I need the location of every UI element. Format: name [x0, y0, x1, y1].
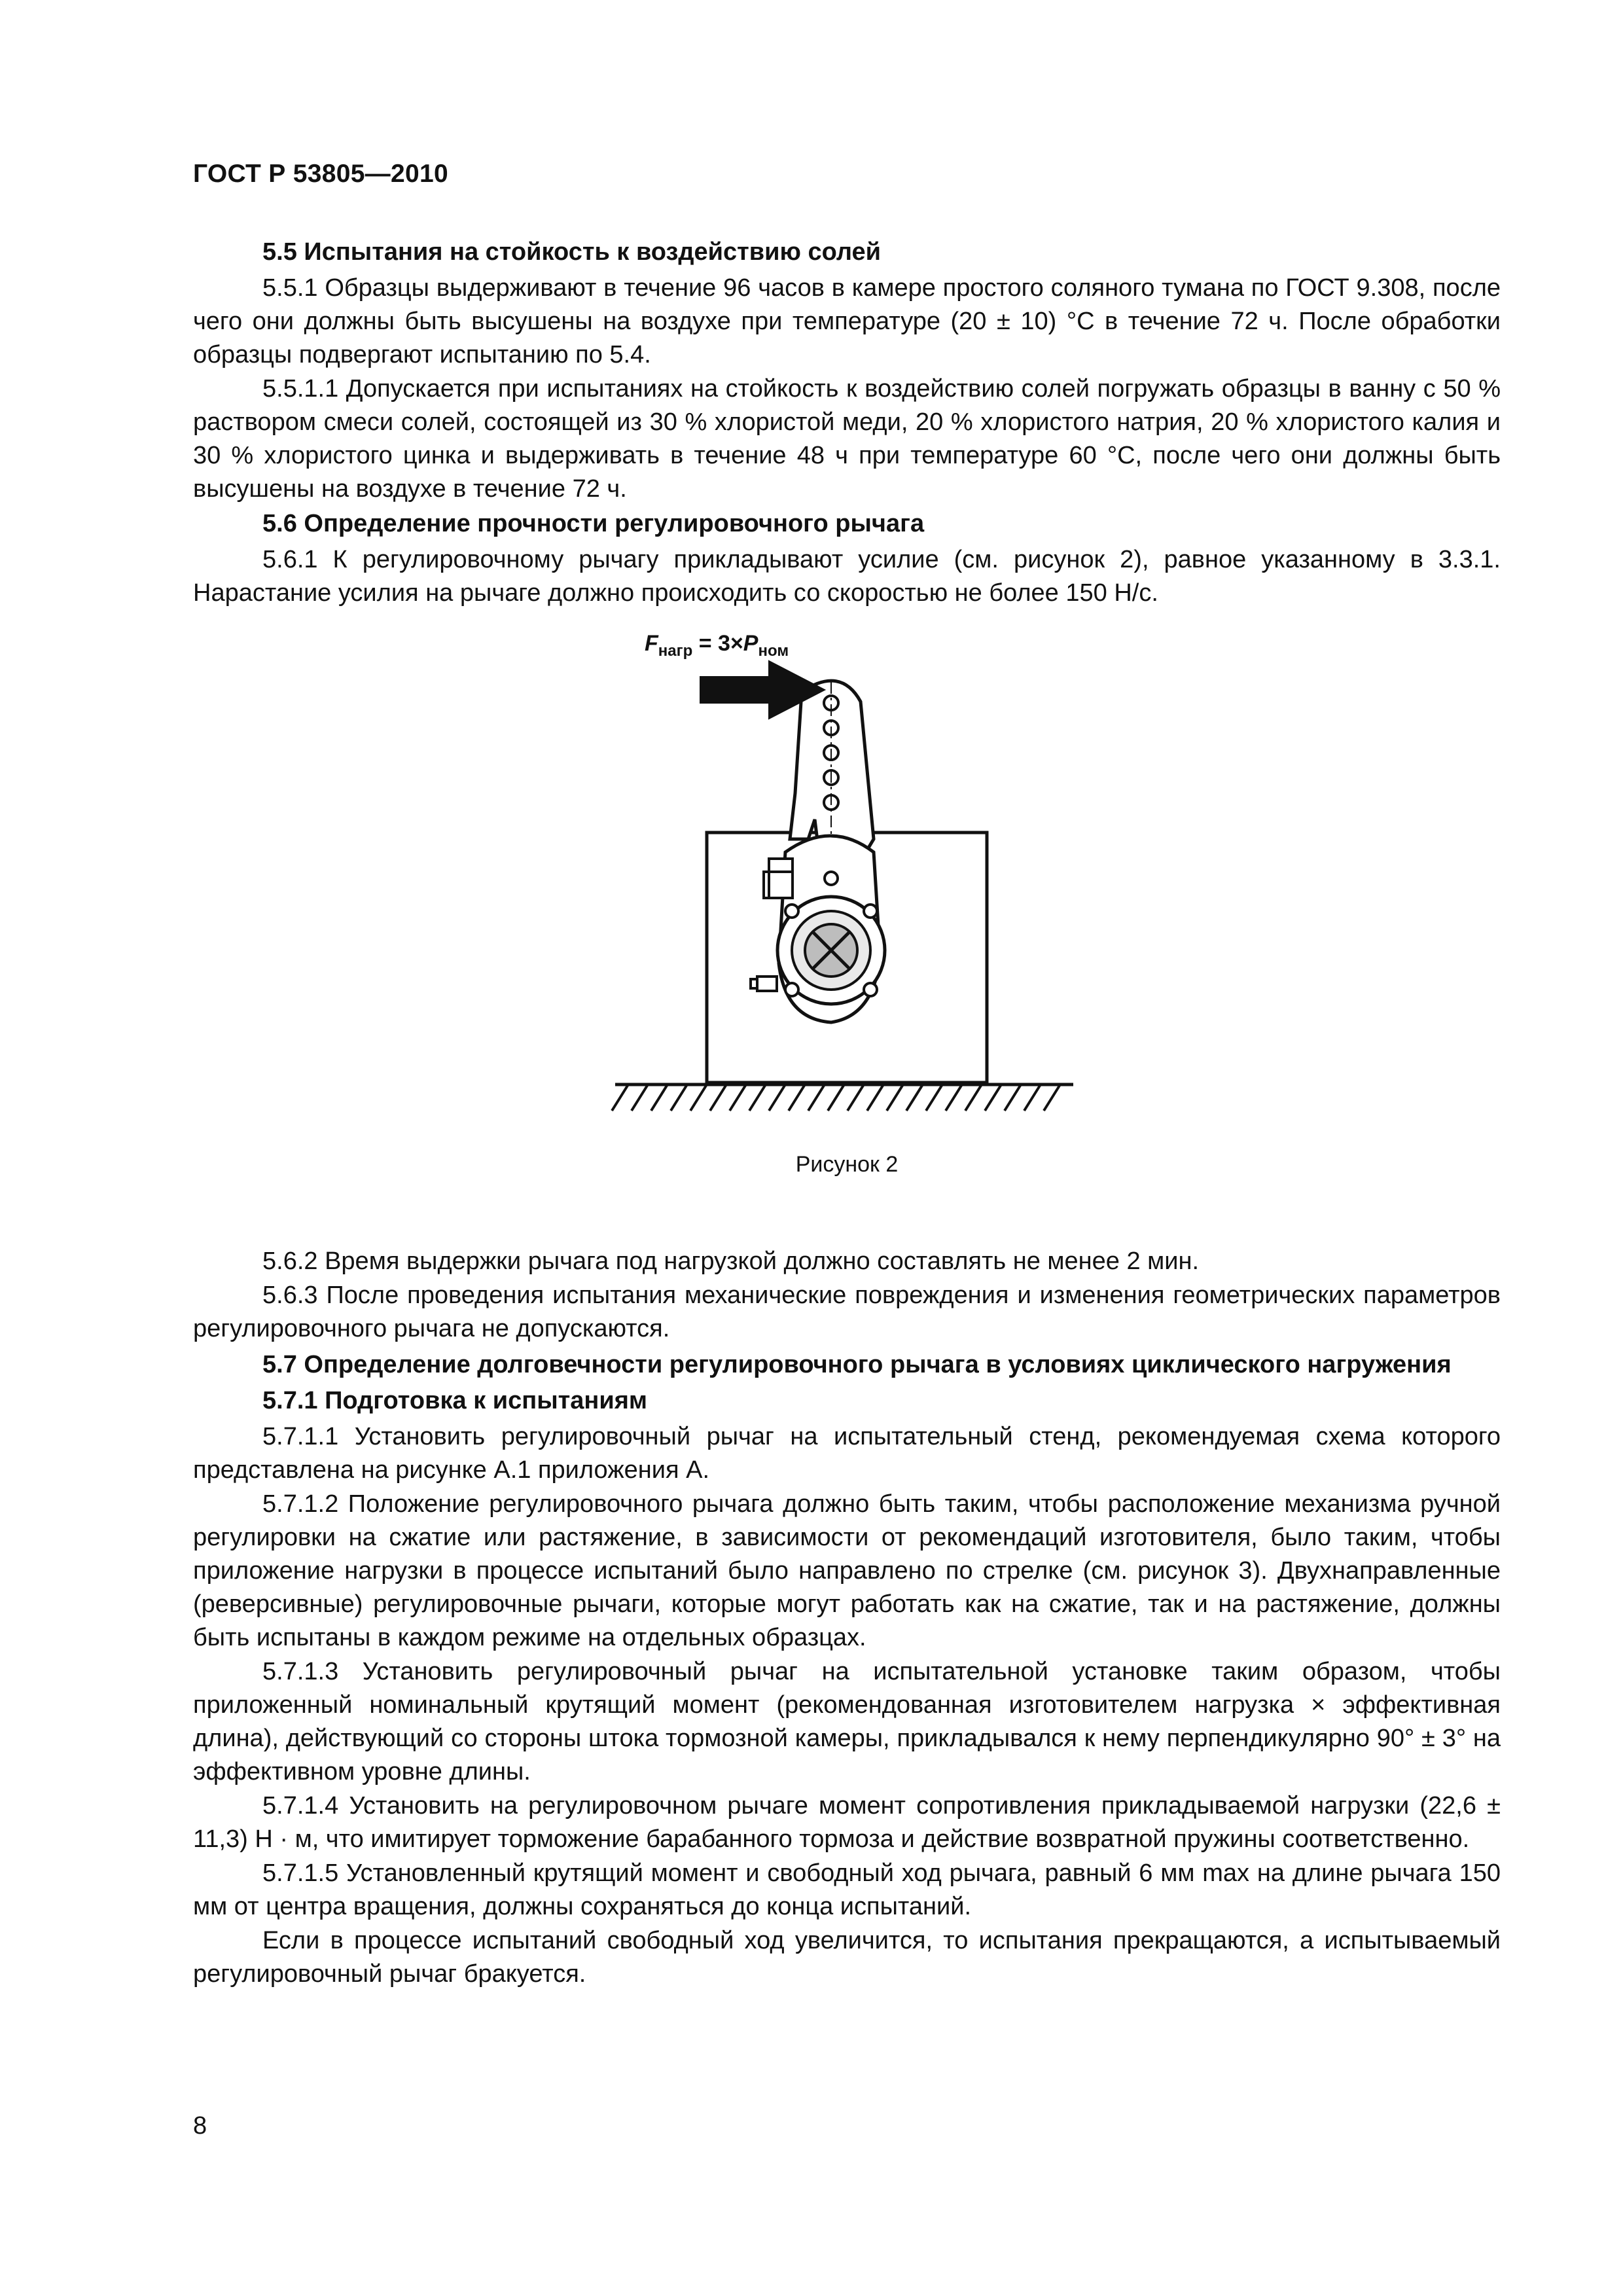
formula-power-symbol: P: [743, 631, 758, 656]
paragraph-5-7-1-5-note: Если в процессе испытаний свободный ход увеличится, то испытания прекращаются, а испытываемый регулировочный рычаг бракуется.: [193, 1927, 1501, 1988]
document-body: [193, 236, 1501, 1992]
paragraph-5-6-2: 5.6.2 Время выдержки рычага под нагрузкой должно составлять не менее 2 мин.: [262, 1247, 1200, 1275]
document-code-header: ГОСТ Р 53805—2010: [193, 160, 448, 188]
paragraph-5-5-1: 5.5.1 Образцы выдерживают в течение 96 часов в камере простого соляного тумана по ГОСТ 9.308, после чего они должны быть высушены на воздухе при температуре (20 ± 10) °С в течение 72 ч. После обработки образцы подвергают испытанию по 5.4.: [193, 274, 1501, 368]
paragraph-5-7-1-4: 5.7.1.4 Установить на регулировочном рычаге момент сопротивления прикладываемой нагрузки (22,6 ± 11,3) Н · м, что имитирует торможение барабанного тормоза и действие возвратной пружины соответственно.: [193, 1792, 1501, 1853]
section-5-5-heading: 5.5 Испытания на стойкость к воздействию солей: [262, 238, 882, 266]
housing-pin-top: [825, 872, 838, 885]
formula-force-symbol: F: [645, 631, 658, 656]
paragraph-5-5-1-1: 5.5.1.1 Допускается при испытаниях на стойкость к воздействию солей погружать образцы в ванну с 50 % раствором смеси солей, состоящей из 30 % хлористой меди, 20 % хлористого натрия, 20 % хлористого калия и 30 % хлористого цинка и выдерживать в течение 48 ч при температуре 60 °С, после чего они должны быть высушены на воздухе в течение 72 ч.: [193, 375, 1501, 503]
paragraph-5-6-3: 5.6.3 После проведения испытания механические повреждения и изменения геометрических параметров регулировочного рычага не допускаются.: [193, 1282, 1501, 1342]
paragraph-5-7-1-2: 5.7.1.2 Положение регулировочного рычага должно быть таким, чтобы расположение механизма ручной регулировки на сжатие или растяжение, в зависимости от рекомендаций изготовителя, было таким, чтобы приложение нагрузки в процессе испытаний было направлено по стрелке (см. рисунок 3). Двухнаправленные (реверсивные) регулировочные рычаги, которые могут работать как на сжатие, так и на растяжение, должны быть испытаны в каждом режиме на отдельных образцах.: [193, 1490, 1501, 1651]
section-5-6-heading: 5.6 Определение прочности регулировочного рычага: [262, 510, 925, 537]
paragraph-5-7-1-5: 5.7.1.5 Установленный крутящий момент и свободный ход рычага, равный 6 мм max на длине рычага 150 мм от центра вращения, должны сохраняться до конца испытаний.: [193, 1859, 1501, 1920]
formula-equals: = 3×: [692, 631, 743, 656]
paragraph-5-7-1-1: 5.7.1.1 Установить регулировочный рычаг на испытательный стенд, рекомендуемая схема которого представлена на рисунке А.1 приложения А.: [193, 1423, 1501, 1484]
formula-force-subscript: нагр: [658, 642, 693, 660]
paragraph-5-7-1-3: 5.7.1.3 Установить регулировочный рычаг на испытательной установке таким образом, чтобы приложенный номинальный крутящий момент (рекомендованная изготовителем нагрузка × эффективная длина), действующий со стороны штока тормозной камеры, прикладывался к нему перпендикулярно 90° ± 3° на эффективном уровне длины.: [193, 1658, 1501, 1785]
section-5-7-heading: 5.7 Определение долговечности регулировочного рычага в условиях циклического нагружения: [262, 1351, 1452, 1378]
grease-nipple: [751, 977, 777, 991]
formula-power-subscript: ном: [758, 642, 789, 660]
adjusting-screw: [764, 859, 793, 898]
section-5-7-1-heading: 5.7.1 Подготовка к испытаниям: [262, 1387, 648, 1414]
lever-test-diagram: [193, 623, 1501, 1147]
page-number: 8: [193, 2112, 207, 2140]
ground-hatching: [612, 1085, 1060, 1111]
figure-2: [193, 623, 1501, 1245]
figure-caption: Рисунок 2: [795, 1152, 899, 1177]
paragraph-5-6-1: 5.6.1 К регулировочному рычагу прикладывают усилие (см. рисунок 2), равное указанному в 3.3.1. Нарастание усилия на рычаге должно происходить со скоростью не более 150 Н/с.: [193, 546, 1501, 607]
